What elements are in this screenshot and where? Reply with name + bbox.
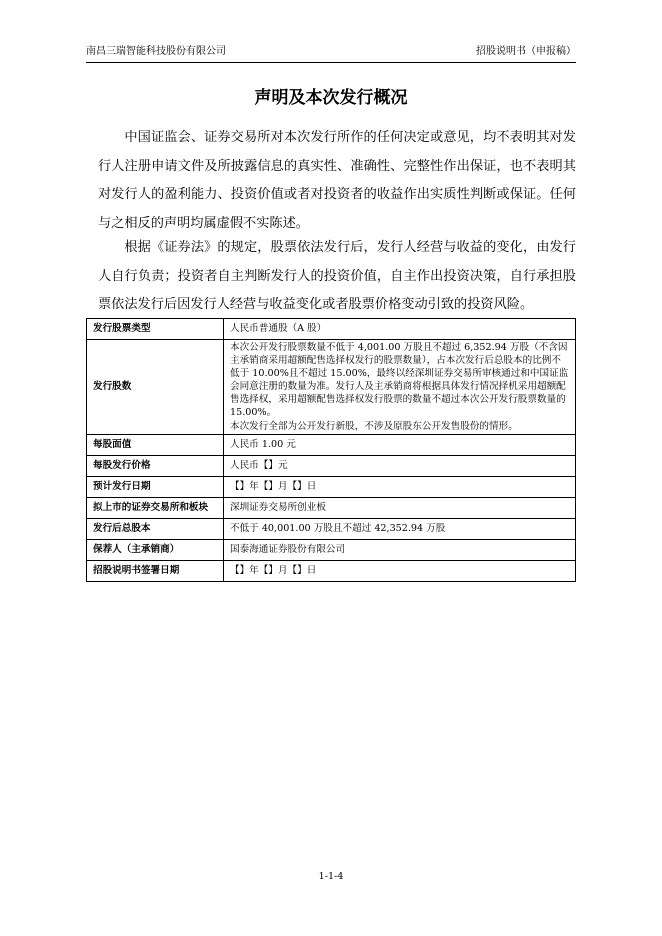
table-row [87,476,576,497]
row-label: 发行股数 [87,340,224,435]
row-label: 每股发行价格 [87,455,224,476]
page-number: 1-1-4 [318,871,344,882]
issue-shares-note: 本次发行全部为公开发行新股，不涉及原股东公开发售股份的情形。 [230,420,518,432]
row-label: 拟上市的证券交易所和板块 [87,497,224,518]
section-title: 声明及本次发行概况 [254,88,408,108]
page-header [86,44,576,63]
row-label: 保荐人（主承销商） [87,539,224,560]
row-value: 不低于 40,001.00 万股且不超过 42,352.94 万股 [224,518,576,539]
row-value: 人民币普通股（A 股） [224,319,576,340]
header-document-type: 招股说明书（申报稿） [476,46,576,57]
row-value: 人民币【】元 [224,455,576,476]
row-label: 预计发行日期 [87,476,224,497]
table-row [87,340,576,435]
row-value: 人民币 1.00 元 [224,434,576,455]
row-value: 【】年【】月【】日 [224,560,576,581]
row-label: 招股说明书签署日期 [87,560,224,581]
row-label: 每股面值 [87,434,224,455]
table-row [87,434,576,455]
table-row [87,539,576,560]
table-row [87,518,576,539]
statement-paragraph-2: 根据《证券法》的规定，股票依法发行后，发行人经营与收益的变化，由发行人自行负责；投资者自主判断发行人的投资价值，自主作出投资决策，自行承担股票依法发行后因发行人经营与收益变化或者股票价格变动引致的投资风险。 [98,240,576,312]
row-value: 【】年【】月【】日 [224,476,576,497]
issue-shares-detail: 本次公开发行股票数量不低于 4,001.00 万股且不超过 6,352.94 万股（不含因主承销商采用超额配售选择权发行的股票数量），占本次发行后总股本的比例不低于 10.00%且不超过 15.00%，最终以经深圳证券交易所审核通过和中国证监会同意注册的数量为准。发行人及主承销商将根据具体发行情况择机采用超额配售选择权，采用超额配售选择权发行股票的数量不超过本次公开发行股票数量的 15.00%。 [230,342,569,419]
statement-paragraph-1: 中国证监会、证券交易所对本次发行所作的任何决定或意见，均不表明其对发行人注册申请文件及所披露信息的真实性、准确性、完整性作出保证，也不表明其对发行人的盈利能力、投资价值或者对投资者的收益作出实质性判断或保证。任何与之相反的声明均属虚假不实陈述。 [98,130,576,231]
table-row [87,319,576,340]
row-value: 国泰海通证券股份有限公司 [224,539,576,560]
table-row [87,455,576,476]
row-label: 发行股票类型 [87,319,224,340]
table-row [87,560,576,581]
offering-summary-table [86,318,576,582]
row-label: 发行后总股本 [87,518,224,539]
table-row [87,497,576,518]
row-value: 深圳证券交易所创业板 [224,497,576,518]
row-value [224,340,576,435]
header-company-name: 南昌三瑞智能科技股份有限公司 [86,46,226,57]
